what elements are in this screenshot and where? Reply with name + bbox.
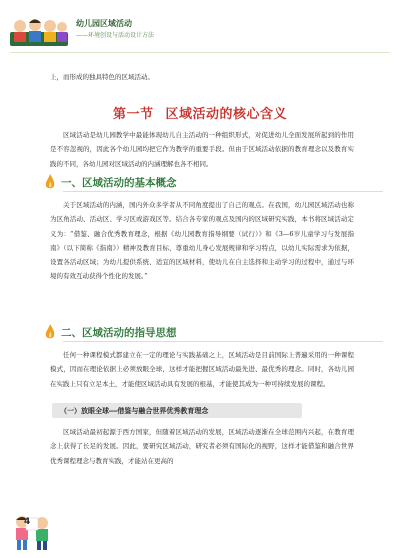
heading-underline [63,341,383,342]
heading-underline [63,191,383,192]
heading-text: 一、区域活动的基本概念 [61,176,177,189]
subheading-global: （一）放眼全球——借鉴与融合世界优秀教育理念 [52,403,302,418]
intro-line: 上，而形成的独具特色的区域活动。 [50,73,154,81]
section-number: 第一节 [112,107,154,122]
page-number: 4 [24,517,31,527]
header-subtitle: ——环境创设与活动设计方法 [76,32,155,39]
section-name: 区域活动的核心含义 [165,107,288,122]
running-header [10,6,250,52]
flame-icon [45,324,55,340]
heading-basic-concept [45,173,177,191]
heading-guiding-ideas [45,323,177,341]
section-paragraph: 区域活动是幼儿园教学中最能体现幼儿自主活动的一种组织形式，对促进幼儿全面发展所起到的作用是不容忽视的，因此各个幼儿园均把它作为教学的重要手段。但由于区域活动依据的教育理念以及教育实践的不同，各幼儿园对区域活动的内涵理解也各不相同。 [50,131,354,168]
heading-text: 二、区域活动的指导思想 [61,326,177,339]
flame-icon [45,174,55,190]
children-illustration [10,14,68,46]
concept-paragraph: 关于区域活动的内涵，国内外众多学者从不同角度提出了自己的观点。在我国，幼儿园区域活动也称为区角活动、活动区、学习区或游戏区等。结合各专家的观点及国内的区域研究实践，本书将区域活动定义为：“借鉴、融合优秀教育理念，根据《幼儿园教育指导纲要（试行）》和《3—6岁儿童学习与发展指南》（以下简称《指南》）精神及教育目标，尊重幼儿身心发展规律和学习特点，以幼儿实际需求为依据，设置各活动区域；为幼儿提供系统、适宜的区域材料，使幼儿在自主选择和主动学习的过程中，通过与环境的有效互动获得个性化的发展。” [50,201,354,281]
header-divider [10,52,390,53]
header-title: 幼儿园区域活动 [76,19,132,28]
kids-page-number-illustration [14,514,50,554]
section-title [0,103,400,122]
global-paragraph: 区域活动最初起源于西方国家，但随着区域活动的发展，区域活动逐渐在全球范围内兴起，在教育理念上获得了长足的发展。因此，要研究区域活动，研究者必须有国际化的视野，这样才能借鉴和融合世界优秀课程理念与教育实践，才能站在更高的 [50,428,354,465]
guiding-paragraph: 任何一种课程模式都建立在一定的理论与实践基础之上，区域活动是目前国际上普遍采用的一种课程模式，因而在理论依据上必须放眼全球，这样才能把握区域活动最先进、最优秀的理念。同时，各幼儿园在实践上只有立足本土，才能使区域活动具有发展的根基，才能使其成为一种可持续发展的课程。 [50,351,354,388]
